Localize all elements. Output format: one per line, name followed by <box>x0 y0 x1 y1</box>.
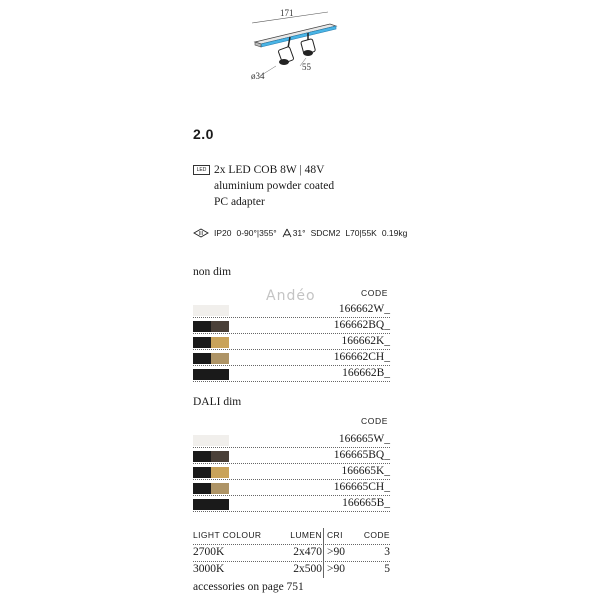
finish-swatch-body <box>193 305 211 316</box>
code-table-non-dim <box>193 302 390 382</box>
finish-swatch-body <box>193 321 211 332</box>
table-row <box>193 366 390 382</box>
product-code: 166662B_ <box>342 367 390 379</box>
header-light-colour: LIGHT COLOUR <box>193 530 262 540</box>
product-code: 166662K_ <box>341 335 390 347</box>
sdcm-value: SDCM2 <box>310 228 341 238</box>
finish-swatch-accent <box>211 499 229 510</box>
section-label-dali-dim: DALI dim <box>193 396 242 408</box>
table-row <box>193 302 390 318</box>
finish-swatch-accent <box>211 337 229 348</box>
cell-code: 3 <box>384 546 390 558</box>
table-row <box>193 464 390 480</box>
finish-swatch-accent <box>211 353 229 364</box>
product-code: 166665B_ <box>342 497 390 509</box>
table-row <box>193 350 390 366</box>
spec-line-source: 2x LED COB 8W | 48V <box>214 164 325 176</box>
accessories-link[interactable]: accessories on page 751 <box>193 581 304 593</box>
finish-swatch-accent <box>211 483 229 494</box>
spec-line-finish: aluminium powder coated <box>214 180 335 192</box>
cell-light-colour: 3000K <box>193 563 225 575</box>
cell-code: 5 <box>384 563 390 575</box>
technical-drawing <box>240 4 380 86</box>
finish-swatch-body <box>193 451 211 462</box>
finish-swatch-accent <box>211 369 229 380</box>
cell-lumen: 2x500 <box>293 563 322 575</box>
finish-swatch-body <box>193 435 211 446</box>
product-code: 166662W_ <box>338 303 390 315</box>
light-colour-header-row <box>193 528 390 544</box>
led-icon: LED <box>193 165 210 175</box>
product-code: 166665CH_ <box>333 481 390 493</box>
product-code: 166665W_ <box>338 433 390 445</box>
column-divider <box>323 528 324 544</box>
header-code: CODE <box>363 530 390 540</box>
spec-lines <box>214 162 334 210</box>
cell-cri: >90 <box>327 563 345 575</box>
light-colour-table <box>193 528 390 578</box>
dimension-height: 55 <box>302 62 311 72</box>
code-table-dali-dim <box>193 432 390 512</box>
table-row <box>193 334 390 350</box>
table-row <box>193 432 390 448</box>
dimension-diameter: ø34 <box>251 71 265 81</box>
finish-swatch-body <box>193 467 211 478</box>
product-code: 166662CH_ <box>333 351 390 363</box>
code-header: CODE <box>361 416 388 426</box>
table-row <box>193 496 390 512</box>
cell-lumen: 2x470 <box>293 546 322 558</box>
beam-angle <box>282 228 306 238</box>
section-label-non-dim: non dim <box>193 266 232 278</box>
finish-swatch-accent <box>211 451 229 462</box>
cell-light-colour: 2700K <box>193 546 225 558</box>
tilt-rotation: 0-90°|355° <box>236 228 277 238</box>
spec-line-adapter: PC adapter <box>214 196 265 208</box>
finish-swatch-body <box>193 483 211 494</box>
table-row <box>193 318 390 334</box>
header-cri: CRI <box>327 530 343 540</box>
finish-swatch-body <box>193 337 211 348</box>
finish-swatch-accent <box>211 467 229 478</box>
table-row <box>193 480 390 496</box>
dimension-length: 171 <box>280 8 294 18</box>
beam-angle-value: 31° <box>292 228 306 238</box>
finish-swatch-accent <box>211 435 229 446</box>
product-code: 166665K_ <box>341 465 390 477</box>
watermark: Andéo <box>266 288 316 304</box>
table-row <box>193 448 390 464</box>
column-divider <box>323 562 324 578</box>
weight-value: 0.19kg <box>381 228 408 238</box>
protection-class-icon <box>193 228 209 238</box>
column-divider <box>323 545 324 561</box>
table-row <box>193 561 390 578</box>
finish-swatch-body <box>193 499 211 510</box>
finish-swatch-body <box>193 369 211 380</box>
beam-angle-icon <box>282 228 292 238</box>
finish-swatch-accent <box>211 305 229 316</box>
table-row <box>193 544 390 561</box>
model-title: 2.0 <box>193 126 214 142</box>
header-lumen: LUMEN <box>290 530 322 540</box>
code-header: CODE <box>361 288 388 298</box>
lifetime-value: L70|55K <box>345 228 377 238</box>
product-code: 166665BQ_ <box>333 449 390 461</box>
product-code: 166662BQ_ <box>333 319 390 331</box>
svg-text:III: III <box>198 231 204 237</box>
finish-swatch-accent <box>211 321 229 332</box>
finish-swatch-body <box>193 353 211 364</box>
cell-cri: >90 <box>327 546 345 558</box>
spec-icons-row <box>193 228 407 238</box>
ip-rating: IP20 <box>214 228 232 238</box>
